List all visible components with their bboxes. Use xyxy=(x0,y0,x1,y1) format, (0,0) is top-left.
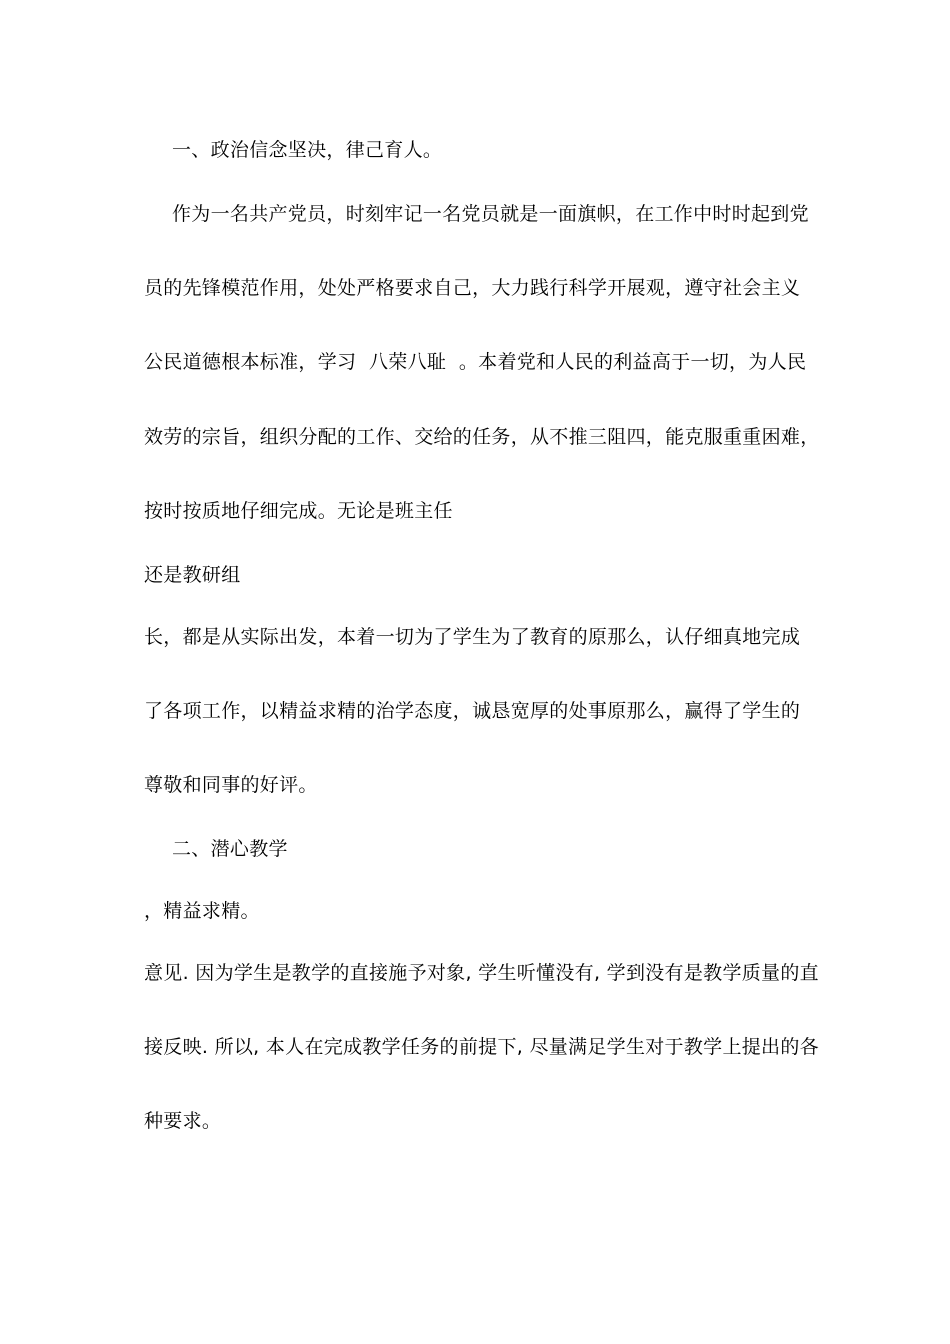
paragraph-line: 按时按质地仔细完成。无论是班主任 xyxy=(144,500,453,522)
paragraph-line: 长，都是从实际出发，本着一切为了学生为了教育的原那么，认仔细真地完成 xyxy=(144,626,801,648)
paragraph-line: 作为一名共产党员，时刻牢记一名党员就是一面旗帜，在工作中时时起到党 xyxy=(172,203,809,225)
heading-section-1: 一、政治信念坚决，律己育人。 xyxy=(172,139,443,161)
paragraph-line: 还是教研组 xyxy=(144,564,241,586)
paragraph-line: 公民道德根本标准，学习 八荣八耻 。本着党和人民的利益高于一切，为人民 xyxy=(144,351,807,373)
paragraph-line: 效劳的宗旨，组织分配的工作、交给的任务，从不推三阻四，能克服重重困难， xyxy=(144,426,820,448)
paragraph-line: 种要求。 xyxy=(144,1110,222,1132)
heading-section-2: 二、潜心教学 xyxy=(172,838,288,860)
paragraph-line: 接反映. 所以, 本人在完成教学任务的前提下, 尽量满足学生对于教学上提出的各 xyxy=(144,1036,819,1058)
paragraph-line: 意见. 因为学生是教学的直接施予对象, 学生听懂没有, 学到没有是教学质量的直 xyxy=(144,962,819,984)
paragraph-line: 员的先锋模范作用，处处严格要求自己，大力践行科学开展观，遵守社会主义 xyxy=(144,277,801,299)
paragraph-line: 尊敬和同事的好评。 xyxy=(144,774,318,796)
paragraph-line: 了各项工作，以精益求精的治学态度，诚恳宽厚的处事原那么，赢得了学生的 xyxy=(144,700,801,722)
paragraph-line: ，精益求精。 xyxy=(144,900,260,922)
